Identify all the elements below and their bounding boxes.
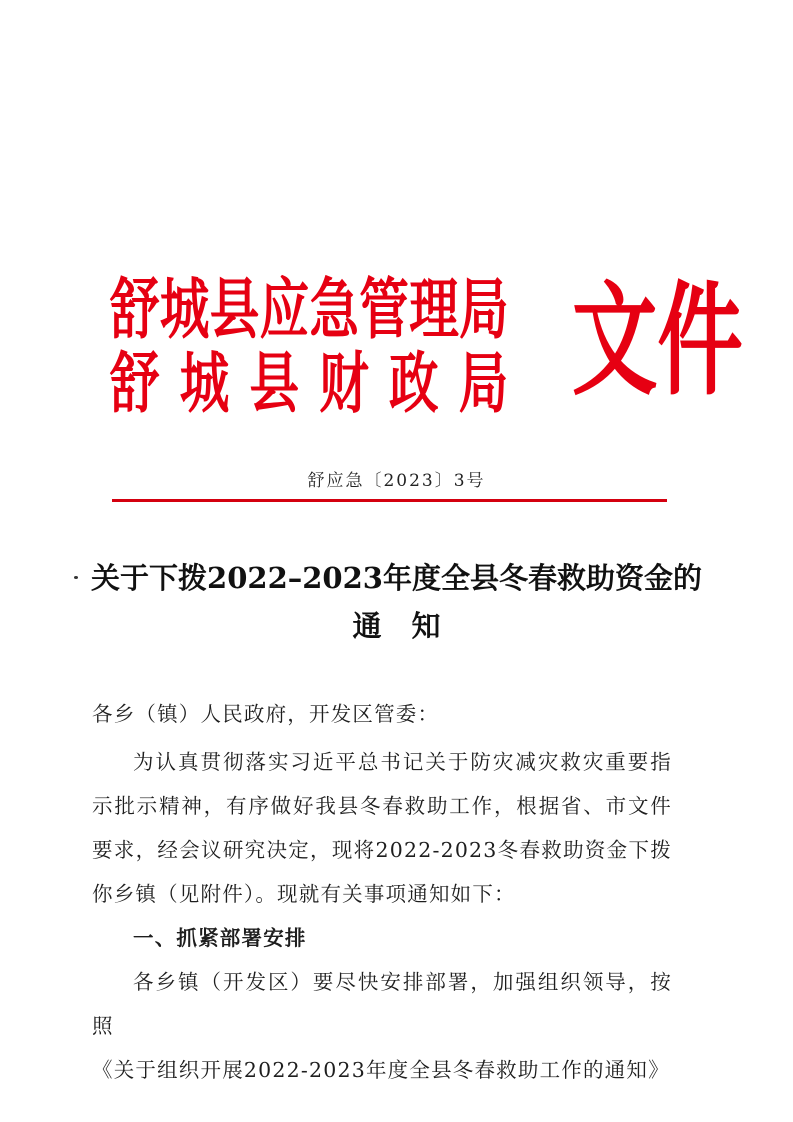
red-separator-line	[112, 499, 667, 502]
section-heading-1: 一、抓紧部署安排	[133, 926, 307, 950]
document-title-line-2: 通知	[352, 609, 471, 643]
issuer-line-1: 舒城县应急管理局	[110, 271, 509, 348]
document-type-label: 文件	[572, 270, 743, 412]
document-title-line-1: 关于下拨2022–2023年度全县冬春救助资金的	[91, 561, 702, 595]
intro-paragraph: 为认真贯彻落实习近平总书记关于防灾减灾救灾重要指示批示精神，有序做好我县冬春救助工作，根据省、市文件要求，经会议研究决定，现将2022-2023冬春救助资金下拨你乡镇（见附件）。现就有关事项通知如下：	[92, 750, 672, 906]
issuer-line-2: 舒城县财政局	[110, 345, 529, 422]
salutation: 各乡（镇）人民政府，开发区管委：	[92, 702, 440, 726]
section-1-paragraph-continued: 《关于组织开展2022-2023年度全县冬春救助工作的通知》	[92, 1058, 670, 1082]
document-number: 舒应急〔2023〕3号	[307, 471, 486, 491]
section-1-paragraph: 各乡镇（开发区）要尽快安排部署，加强组织领导，按照	[92, 970, 672, 1038]
document-header	[110, 258, 743, 428]
document-body	[92, 692, 672, 1092]
